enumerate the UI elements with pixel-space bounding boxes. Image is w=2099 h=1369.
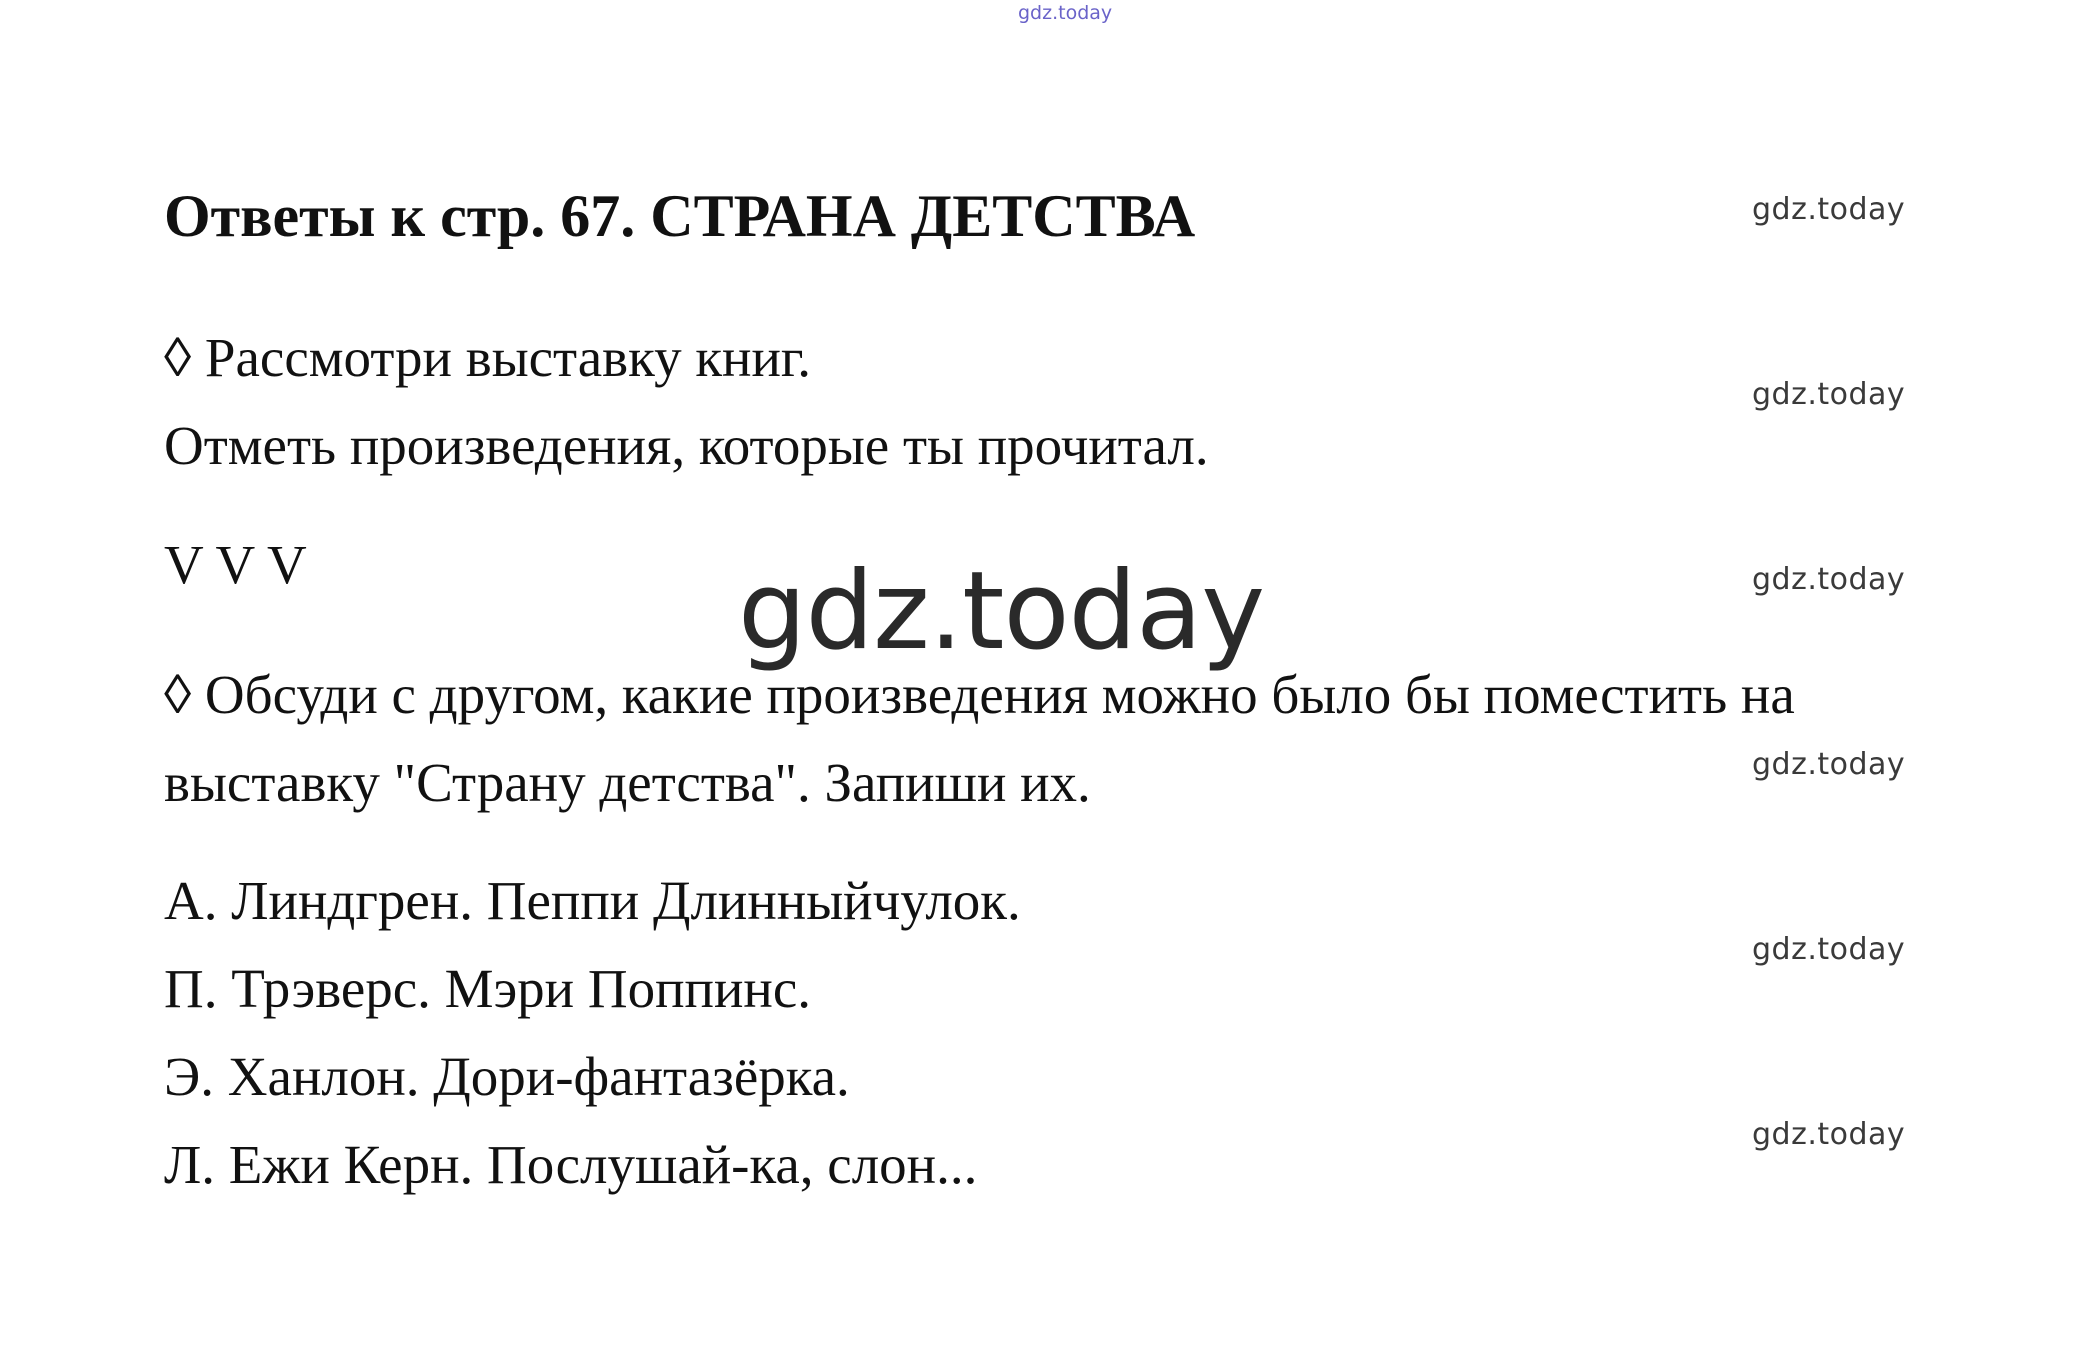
answer-item: Э. Ханлон. Дори-фантазёрка. (164, 1046, 850, 1107)
side-watermark: gdz.today (1752, 932, 1906, 967)
top-watermark: gdz.today (1018, 2, 1113, 24)
side-watermark: gdz.today (1752, 1117, 1906, 1152)
side-watermark: gdz.today (1752, 747, 1906, 782)
center-watermark: gdz.today (738, 549, 1265, 674)
task2-prompt: ◊ Обсуди с другом, какие произведения можно было бы поместить на (164, 664, 1795, 725)
side-watermark: gdz.today (1752, 192, 1906, 227)
answer-item: Л. Ежи Керн. Послушай-ка, слон... (164, 1134, 978, 1195)
side-watermark: gdz.today (1752, 562, 1906, 597)
answer-item: А. Линдгрен. Пеппи Длинныйчулок. (164, 870, 1021, 931)
task1-prompt: ◊ Рассмотри выставку книг. (164, 327, 812, 388)
answer-item: П. Трэверс. Мэри Поппинс. (164, 958, 811, 1019)
task2-instruction: выставку "Страну детства". Запиши их. (164, 752, 1091, 813)
task1-instruction: Отметь произведения, которые ты прочитал. (164, 415, 1209, 476)
task1-answer: V V V (164, 534, 307, 595)
side-watermark: gdz.today (1752, 377, 1906, 412)
page-title: Ответы к стр. 67. СТРАНА ДЕТСТВА (164, 183, 1196, 249)
